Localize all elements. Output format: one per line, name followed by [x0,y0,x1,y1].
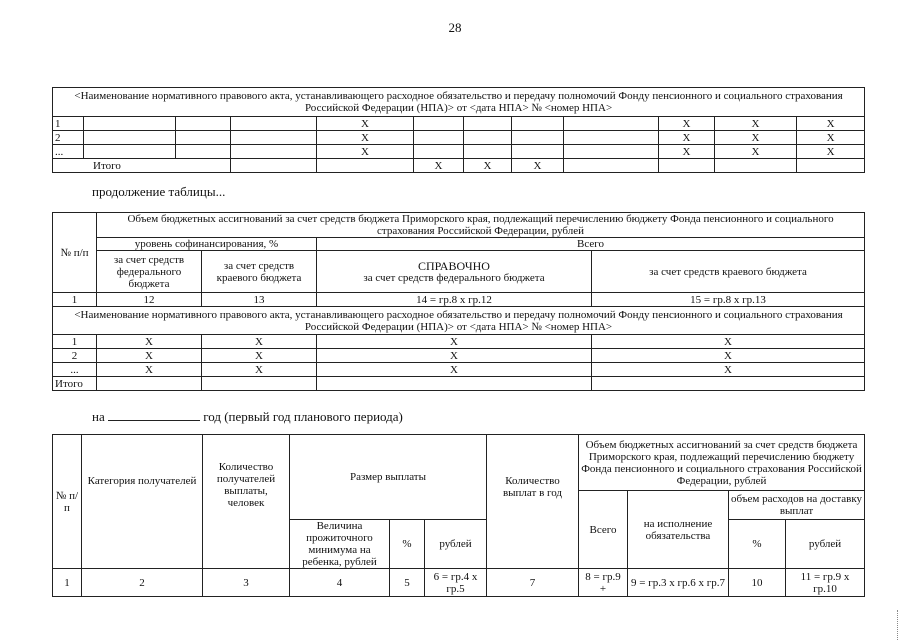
x-mark: Х [512,159,564,173]
npa-caption: <Наименование нормативного правового акта, устанавливающего расходное обязательство и передачу полномочий Фонду пенсионного и социального страхования Российской Федерации (НПА)> от <дата НПА> № <номер НПА> [53,88,865,117]
x-mark: Х [202,349,317,363]
col-num-header: № п/п [53,213,97,293]
col-number: 5 [390,569,425,597]
x-mark: Х [317,335,592,349]
category-header: Категория получателей [82,435,203,569]
col-number: 10 [729,569,786,597]
row-num: ... [53,145,84,159]
col-number: 2 [82,569,203,597]
x-mark: Х [715,117,797,131]
spravochno-label: СПРАВОЧНО [418,258,490,273]
row-num: ... [53,363,97,377]
x-mark: Х [202,335,317,349]
x-mark: Х [659,131,715,145]
col-number: 7 [487,569,579,597]
x-mark: Х [97,349,202,363]
col-number: 6 = гр.4 х гр.5 [425,569,487,597]
page-number: 28 [448,20,462,35]
x-mark: Х [592,349,865,363]
total-label: Итого [53,377,97,391]
spravochno-header [317,251,592,293]
delivery-pct-header: % [729,520,786,569]
col-number: 14 = гр.8 х гр.12 [317,293,592,307]
table-top [52,87,865,173]
x-mark: Х [317,145,414,159]
year-blank [108,409,200,421]
cofin-header: уровень софинансирования, % [97,238,317,251]
volume-header: Объем бюджетных ассигнований за счет средств бюджета Приморского края, подлежащий перечислению бюджету Фонда пенсионного и социального страхования Российской Федерации, рублей [97,213,865,238]
x-mark: Х [317,363,592,377]
x-mark: Х [202,363,317,377]
npa-caption: <Наименование нормативного правового акта, устанавливающего расходное обязательство и передачу полномочий Фонду пенсионного и социального страхования Российской Федерации (НПА)> от <дата НПА> № <номер НПА> [53,307,865,335]
row-num: 1 [53,335,97,349]
col-number: 13 [202,293,317,307]
col-number: 3 [203,569,290,597]
row-num: 2 [53,349,97,363]
x-mark: Х [97,335,202,349]
pct-header: % [390,520,425,569]
x-mark: Х [797,131,865,145]
x-mark: Х [797,117,865,131]
col-number: 11 = гр.9 х гр.10 [786,569,865,597]
x-mark: Х [659,117,715,131]
total-header: Всего [317,238,865,251]
fed-budget-header: за счет средств федерального бюджета [97,251,202,293]
payment-size-header: Размер выплаты [290,435,487,520]
x-mark: Х [317,117,414,131]
delivery-rub-header: рублей [786,520,865,569]
continuation-text: продолжение таблицы... [92,184,226,199]
col-number: 8 = гр.9 + [579,569,628,597]
col-num-header: № п/п [53,435,82,569]
col-number: 9 = гр.3 х гр.6 х гр.7 [628,569,729,597]
kray-budget-header: за счет средств краевого бюджета [202,251,317,293]
col-number: 1 [53,293,97,307]
rub-header: рублей [425,520,487,569]
obligation-header: на исполнение обязательства [628,491,729,569]
x-mark: Х [97,363,202,377]
table-bottom [52,434,865,597]
total-label: Итого [53,159,231,173]
x-mark: Х [715,131,797,145]
payments-count-header: Количество выплат в год [487,435,579,569]
col-number: 15 = гр.8 х гр.13 [592,293,865,307]
spravochno-sub: за счет средств федерального бюджета [363,271,545,284]
x-mark: Х [464,159,512,173]
x-mark: Х [715,145,797,159]
col-number: 12 [97,293,202,307]
total-header: Всего [579,491,628,569]
count-header: Количество получателей выплаты, человек [203,435,290,569]
col-number: 4 [290,569,390,597]
x-mark: Х [592,335,865,349]
x-mark: Х [797,145,865,159]
subsistence-header: Величина прожиточного минимума на ребенка, рублей [290,520,390,569]
table-middle [52,212,865,391]
x-mark: Х [592,363,865,377]
row-num: 2 [53,131,84,145]
x-mark: Х [414,159,464,173]
period-suffix: год (первый год планового периода) [203,409,403,424]
period-prefix: на [92,409,105,424]
x-mark: Х [659,145,715,159]
delivery-header: объем расходов на доставку выплат [729,491,865,520]
volume-header: Объем бюджетных ассигнований за счет средств бюджета Приморского края, подлежащий перечислению бюджету Фонда пенсионного и социального страхования Российской Федерации, рублей [579,435,865,491]
col-number: 1 [53,569,82,597]
page-edge-mark [897,610,902,640]
x-mark: Х [317,131,414,145]
row-num: 1 [53,117,84,131]
period-line [92,409,403,425]
kray-total-header: за счет средств краевого бюджета [592,251,865,293]
x-mark: Х [317,349,592,363]
